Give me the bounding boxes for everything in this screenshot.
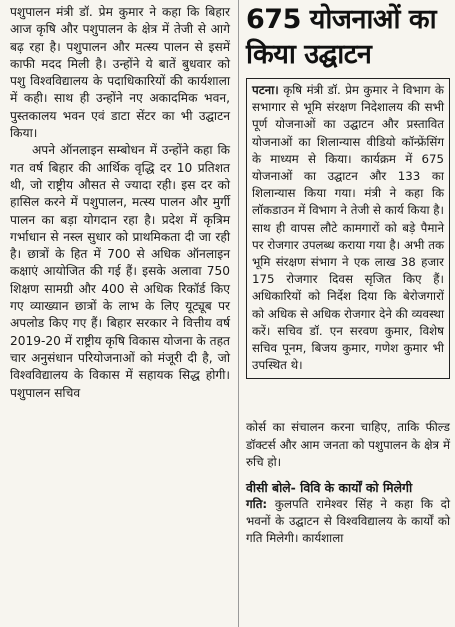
continued-article — [246, 419, 450, 471]
headline — [246, 2, 450, 72]
article-paragraph-1: पशुपालन मंत्री डॉ. प्रेम कुमार ने कहा कि बिहार आज कृषि और पशुपालन के क्षेत्र में तेजी से आगे बढ़ रहा है। पशुपालन और मत्स्य पालन से इसमें काफी मदद मिली है। उन्होंने ये बातें बुधवार को पशु विश्वविद्यालय के पदाधिकारियों की कार्यशाला में कही। साथ ही उन्होंने नए अकादमिक भवन, पुस्तकालय भवन एवं डाटा सेंटर का भी उद्घाटन किया। — [10, 5, 230, 141]
boxed-news-item — [246, 78, 450, 379]
article-paragraph-2: अपने ऑनलाइन सम्बोधन में उन्होंने कहा कि गत वर्ष बिहार की आर्थिक वृद्धि दर 10 प्रतिशत थी, जो राष्ट्रीय औसत से ज्यादा रही। इस दर को हासिल करने में पशुपालन, मत्स्य पालन और मुर्गी पालन का बड़ा योगदान रहा है। प्रदेश में कृत्रिम गर्भाधान से नस्ल सुधार को प्राथमिकता दी जा रही है। छात्रों के हित में 700 से अधिक ऑनलाइन कक्षाएं आयोजित की गई हैं। इसके अलावा 750 शिक्षण सामग्री और 400 से अधिक रिकॉर्ड किए गए व्याख्यान छात्रों के लाभ के लिए यूट्यूब पर अपलोड किए गए हैं। बिहार सरकार ने वित्तीय वर्ष 2019-20 में राष्ट्रीय कृषि विकास योजना के तहत चार अनुसंधान परियोजनाओं को मंजूरी दी है, जो विश्वविद्यालय के विकास में सहायक सिद्ध होगी। पशुपालन सचिव — [10, 143, 230, 400]
subheading-text: कुलपति रामेश्वर सिंह ने कहा कि दो भवनों के उद्घाटन से विश्वविद्यालय के कार्यों को गति मिलेगी। कार्यशाला — [246, 497, 451, 546]
left-article-column — [10, 4, 230, 402]
continuation-text: कोर्स का संचालन करना चाहिए, ताकि फील्ड डॉक्टर्स और आम जनता को पशुपालन के क्षेत्र में रुचि हो। — [246, 420, 450, 469]
subheading-label: गति: — [246, 497, 268, 512]
headline-line-2: किया उद्घाटन — [246, 39, 372, 70]
column-divider — [238, 0, 239, 627]
subheading-body — [246, 496, 450, 548]
dateline: पटना। — [252, 83, 279, 97]
subheading: वीसी बोले- विवि के कार्यों को मिलेगी — [246, 480, 413, 496]
headline-line-1: 675 योजनाओं का — [246, 4, 437, 35]
boxed-news-body: कृषि मंत्री डॉ. प्रेम कुमार ने विभाग के सभागार से भूमि संरक्षण निदेशालय की सभी पूर्ण योजनाओं का उद्घाटन और प्रस्तावित योजनाओं का शिलान्यास वीडियो कॉन्फ्रेंसिंग के माध्यम से किया। कार्यक्रम में 675 योजनाओं का उद्घाटन और 133 का शिलान्यास किया गया। मंत्री ने कहा कि लॉकडाउन में विभाग ने तेजी से कार्य किया है। साथ ही वापस लौटे कामगारों को बड़े पैमाने पर रोजगार उपलब्ध कराया गया है। अभी तक भूमि संरक्षण संभाग ने एक लाख 38 हजार 175 रोजगार दिवस सृजित किए हैं। अधिकारियों को निर्देश दिया कि बेरोजगारों को अधिक से अधिक रोजगार देने की व्यवस्था करें। सचिव डॉ. एन सरवण कुमार, विशेष सचिव पूनम, बिजय कुमार, गणेश कुमार भी उपस्थित थे। — [252, 83, 444, 373]
right-article-column — [246, 0, 450, 548]
